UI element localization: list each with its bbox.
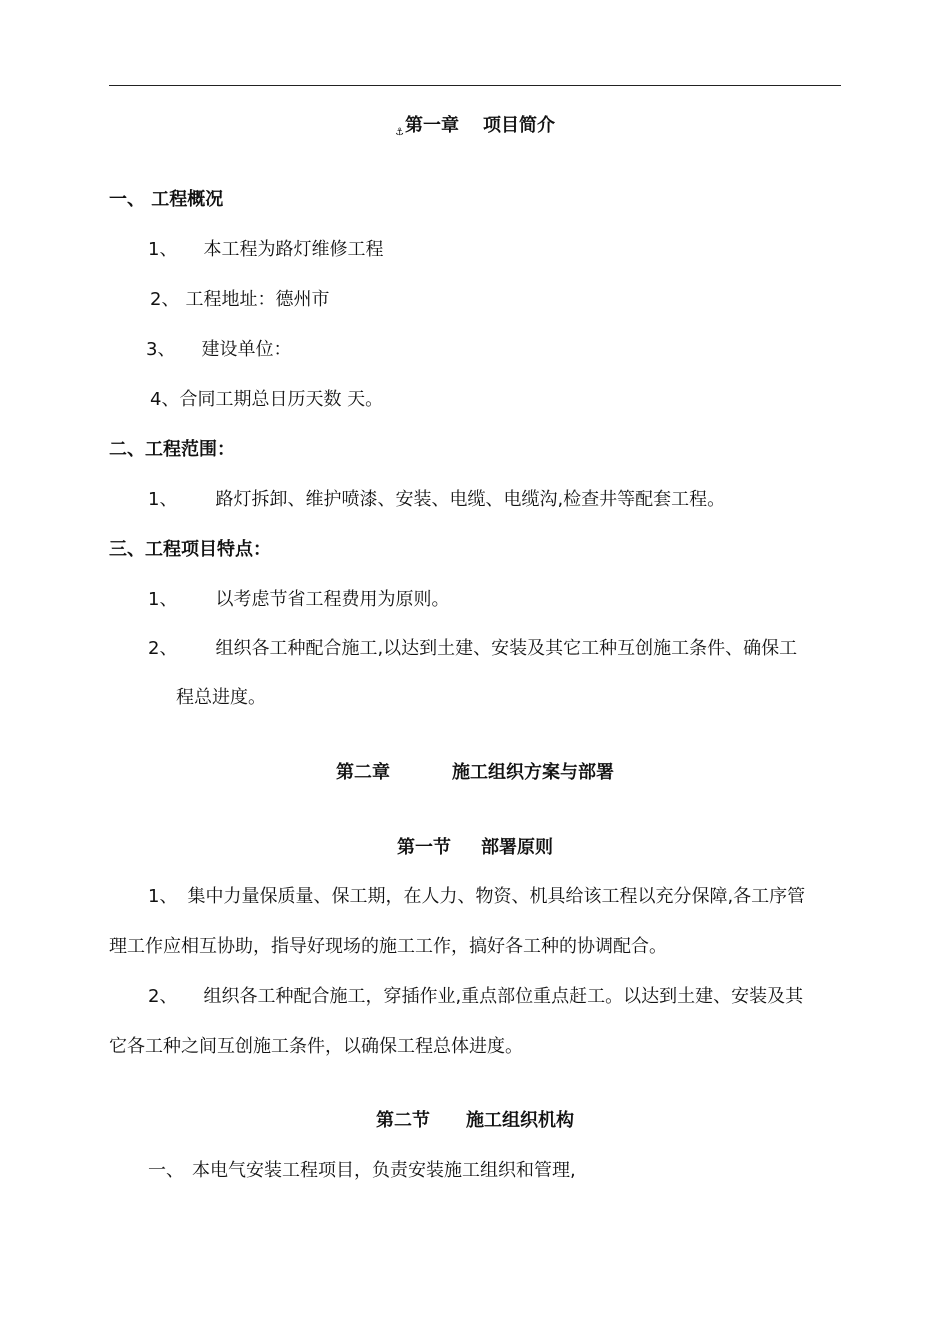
para-text: 组织各工种配合施工，穿插作业,重点部位重点赶工。以达到土建、安装及其	[203, 986, 804, 1007]
list-item	[150, 288, 329, 312]
item-number: 2、	[150, 289, 180, 310]
item-text: 以考虑节省工程费用为原则。	[215, 589, 450, 610]
paragraph-continuation: 它各工种之间互创施工条件，以确保工程总体进度。	[109, 1036, 523, 1057]
list-item	[148, 637, 797, 661]
section-3-heading: 三、工程项目特点：	[109, 539, 271, 560]
section-2-heading: 二、工程范围：	[109, 439, 235, 460]
node-1-title: 部署原则	[481, 837, 553, 858]
item-number: 1、	[148, 589, 178, 610]
item-text: 组织各工种配合施工,以达到土建、安装及其它工种互创施工条件、确保工	[215, 638, 798, 659]
para-number: 1、	[148, 886, 178, 907]
list-item	[148, 238, 383, 262]
section-1-heading: 一、 工程概况	[109, 189, 224, 210]
node-2-heading	[0, 1109, 950, 1133]
item-text: 本工程为路灯维修工程	[203, 239, 384, 260]
item-text: 合同工期总日历天数 天。	[179, 389, 384, 410]
item-number: 1、	[148, 239, 178, 260]
paragraph	[148, 885, 805, 909]
node-2-number: 第二节	[376, 1110, 430, 1131]
chapter-2-heading	[0, 761, 950, 785]
chapter-1-number: 第一章	[404, 115, 459, 136]
list-item	[148, 588, 449, 612]
paragraph-continuation: 理工作应相互协助，指导好现场的施工工作，搞好各工种的协调配合。	[109, 936, 667, 957]
header-rule	[109, 85, 841, 86]
paragraph	[148, 985, 803, 1009]
list-item	[150, 388, 383, 412]
chapter-1-title: 项目简介	[482, 115, 555, 136]
para-text: 集中力量保质量、保工期，在人力、物资、机具给该工程以充分保障,各工序管	[187, 886, 806, 907]
chapter-2-number: 第二章	[336, 762, 390, 783]
list-item	[146, 338, 291, 362]
node-1-heading	[0, 836, 950, 860]
anchor-icon: ⚓	[395, 127, 404, 138]
item-number: 2、	[148, 638, 178, 659]
node-1-number: 第一节	[397, 837, 451, 858]
item-text: 建设单位：	[201, 339, 292, 360]
item-number: 4、	[150, 389, 180, 410]
paragraph	[148, 1159, 576, 1183]
item-number: 3、	[146, 339, 176, 360]
item-text: 工程地址：德州市	[185, 289, 330, 310]
node-2-title: 施工组织机构	[466, 1110, 574, 1131]
para-number: 2、	[148, 986, 178, 1007]
item-number: 1、	[148, 489, 178, 510]
item-text: 路灯拆卸、维护喷漆、安装、电缆、电缆沟,检查井等配套工程。	[215, 489, 726, 510]
chapter-1-heading	[0, 114, 950, 145]
list-item	[148, 488, 725, 512]
list-item-continuation: 程总进度。	[176, 687, 266, 708]
para-number: 一、	[148, 1160, 184, 1181]
chapter-2-title: 施工组织方案与部署	[452, 762, 614, 783]
para-text: 本电气安装工程项目，负责安装施工组织和管理,	[192, 1160, 576, 1181]
